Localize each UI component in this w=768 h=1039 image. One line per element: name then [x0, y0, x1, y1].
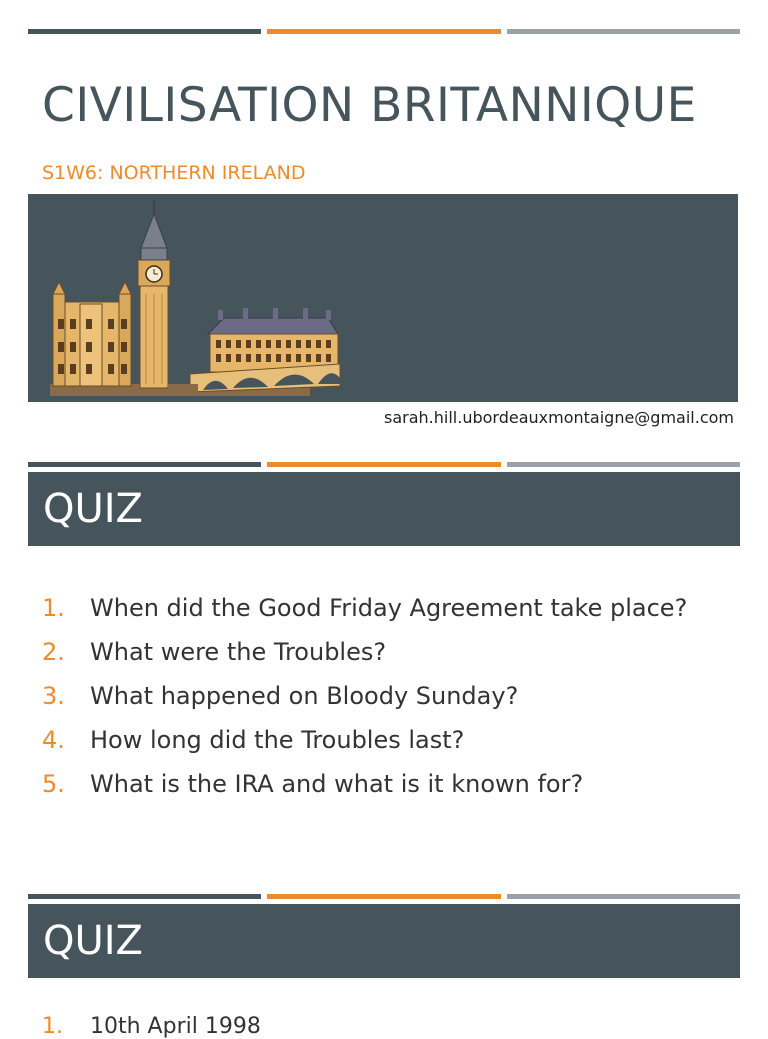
answer-text: 10th April 1998 [90, 1014, 261, 1039]
list-item [42, 726, 687, 770]
accent-bar-slide3 [28, 894, 740, 899]
quiz-header-title: QUIZ [43, 486, 143, 532]
quiz-answers-header [28, 904, 740, 978]
contact-email: sarah.hill.ubordeauxmontaigne@gmail.com [384, 408, 734, 427]
list-item [42, 770, 687, 814]
westminster-banner [28, 194, 738, 402]
question-number: 2. [42, 638, 65, 666]
list-item [42, 594, 687, 638]
accent-bar-top [28, 29, 740, 34]
westminster-illustration-icon [28, 194, 738, 402]
list-item [42, 682, 687, 726]
list-item [42, 638, 687, 682]
quiz-question-list [42, 594, 687, 814]
answer-item-partial [42, 1014, 261, 1039]
question-text: What were the Troubles? [90, 638, 387, 666]
question-text: How long did the Troubles last? [90, 726, 465, 754]
question-number: 4. [42, 726, 65, 754]
accent-bar-slide2 [28, 462, 740, 467]
quiz-answers-header-title: QUIZ [43, 918, 143, 964]
quiz-header [28, 472, 740, 546]
slide-title: CIVILISATION BRITANNIQUE [42, 78, 697, 133]
question-number: 5. [42, 770, 65, 798]
answer-number: 1. [42, 1014, 63, 1039]
question-number: 3. [42, 682, 65, 710]
question-text: What is the IRA and what is it known for? [90, 770, 584, 798]
big-ben-icon [138, 200, 170, 388]
palace-east-icon [208, 308, 338, 372]
slide-subtitle: S1W6: NORTHERN IRELAND [42, 162, 306, 184]
question-text: What happened on Bloody Sunday? [90, 682, 519, 710]
question-text: When did the Good Friday Agreement take place? [90, 594, 688, 622]
question-number: 1. [42, 594, 65, 622]
palace-west-icon [53, 282, 131, 386]
